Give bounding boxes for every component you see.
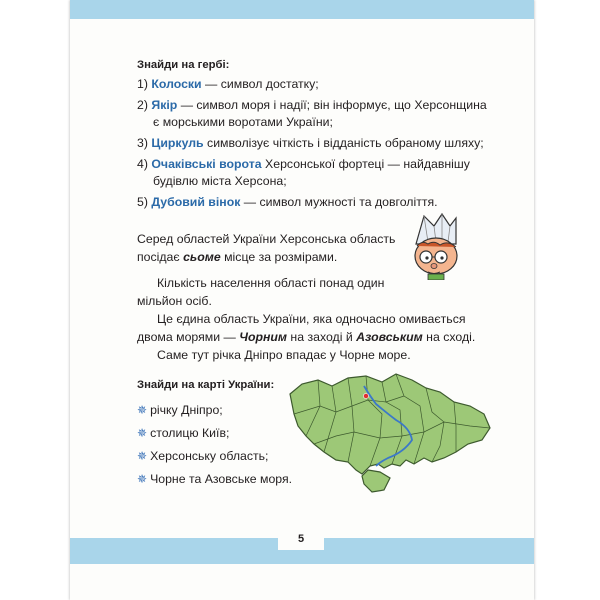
star-bullet-icon: ✵ bbox=[137, 472, 148, 486]
top-decor-band bbox=[70, 0, 534, 19]
coat-item-4-cont: будівлю міста Херсона; bbox=[153, 174, 287, 188]
coat-item-1: 1) Колоски — символ достатку; bbox=[137, 77, 319, 91]
fact-dnipro-line: Саме тут річка Дніпро впадає у Чорне море. bbox=[157, 348, 411, 362]
map-task-item-river: ✵ річку Дніпро; bbox=[137, 403, 223, 417]
kyiv-capital-marker bbox=[363, 393, 368, 398]
map-task-item-capital: ✵ столицю Київ; bbox=[137, 426, 230, 440]
map-task-item-seas: ✵ Чорне та Азовське моря. bbox=[137, 472, 293, 486]
ukraine-map bbox=[284, 366, 498, 494]
star-bullet-icon: ✵ bbox=[137, 426, 148, 440]
cartoon-boy-illustration bbox=[408, 212, 466, 280]
fact-population-line2: мільйон осіб. bbox=[137, 294, 212, 308]
fact-size-line2: посідає сьоме місце за розмірами. bbox=[137, 250, 338, 264]
coat-item-3: 3) Циркуль символізує чіткість і відданість обраному шляху; bbox=[137, 136, 484, 150]
map-task-heading: Знайди на карті України: bbox=[137, 379, 275, 391]
fact-seas-line1: Це єдина область України, яка одночасно омивається bbox=[157, 312, 466, 326]
fact-seas-line2: двома морями — Чорним на заході й Азовським на сході. bbox=[137, 330, 476, 344]
coat-item-2-cont: є морськими воротами України; bbox=[153, 115, 333, 129]
star-bullet-icon: ✵ bbox=[137, 449, 148, 463]
map-task-item-region: ✵ Херсонську область; bbox=[137, 449, 269, 463]
page-number: 5 bbox=[278, 528, 324, 550]
coat-item-4: 4) Очаківські ворота Херсонської фортеці — найдавнішу bbox=[137, 157, 470, 171]
star-bullet-icon: ✵ bbox=[137, 403, 148, 417]
crimea-peninsula bbox=[362, 470, 390, 492]
fact-size-line1: Серед областей України Херсонська область bbox=[137, 232, 396, 246]
coat-heading: Знайди на гербі: bbox=[137, 59, 230, 71]
book-page bbox=[70, 0, 534, 600]
coat-item-5: 5) Дубовий вінок — символ мужності та довголіття. bbox=[137, 195, 438, 209]
coat-item-2: 2) Якір — символ моря і надії; він інформує, що Херсонщина bbox=[137, 98, 487, 112]
fact-population-line1: Кількість населення області понад один bbox=[157, 276, 385, 290]
